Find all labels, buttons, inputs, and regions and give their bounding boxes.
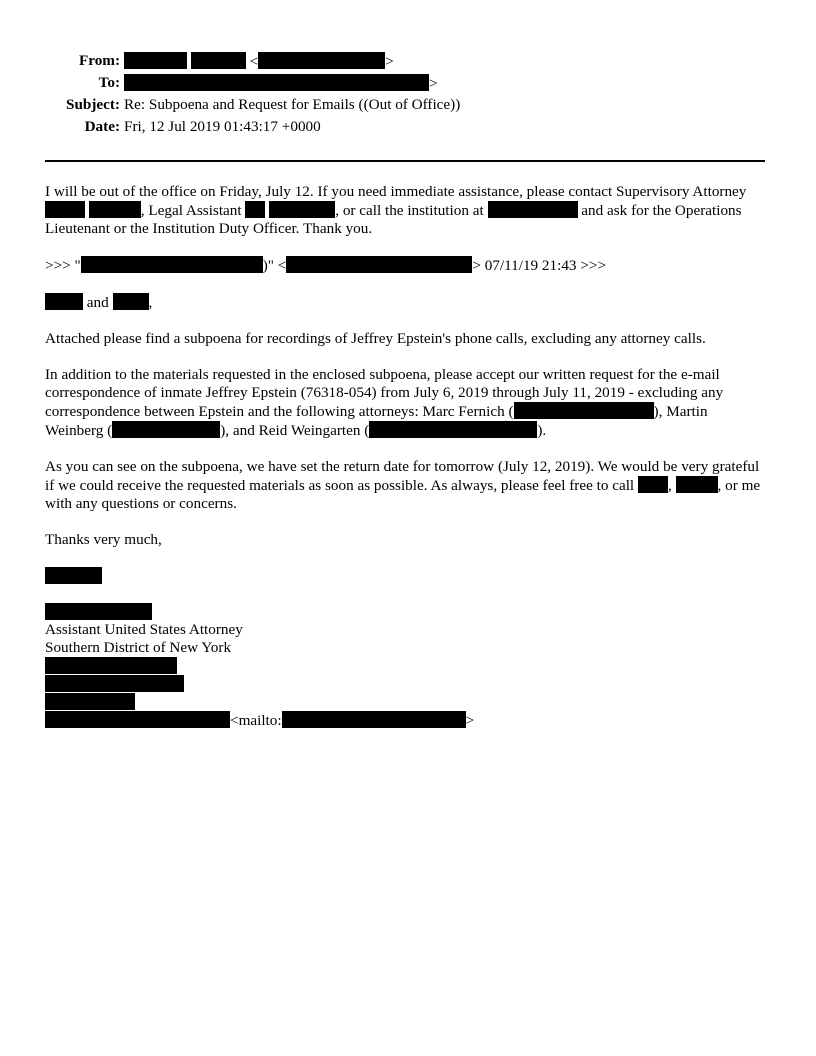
redaction <box>89 201 141 218</box>
redaction <box>124 52 187 69</box>
redaction <box>676 476 718 493</box>
text: , or call the institution at <box>335 202 484 219</box>
text: ). <box>537 422 547 439</box>
from-row <box>0 52 816 74</box>
text: > 07/11/19 21:43 >>> <box>472 257 607 274</box>
text: <mailto: <box>230 712 282 729</box>
greeting <box>45 293 763 312</box>
out-of-office-paragraph <box>45 183 763 238</box>
to-value <box>124 74 438 93</box>
text: and <box>86 294 109 311</box>
sig-email <box>45 711 763 729</box>
redaction <box>488 201 578 218</box>
subpoena-paragraph: Attached please find a subpoena for recordings of Jeffrey Epstein's phone calls, excluding any attorney calls. <box>45 330 706 347</box>
sig-office: Southern District of New York <box>45 639 232 656</box>
text: and ask for the Operations Lieutenant or the Institution Duty Officer. Thank you. <box>45 202 742 237</box>
redaction <box>245 201 265 218</box>
sig-phone <box>45 693 763 711</box>
redaction <box>45 201 85 218</box>
date-value: Fri, 12 Jul 2019 01:43:17 +0000 <box>124 118 321 135</box>
redaction <box>45 675 184 692</box>
redaction <box>191 52 246 69</box>
sig-address-1 <box>45 657 763 675</box>
redaction <box>45 693 135 710</box>
closing: Thanks very much, <box>45 531 162 548</box>
text: >>> " <box>45 257 81 274</box>
request-paragraph <box>45 366 763 440</box>
sig-address-2 <box>45 675 763 693</box>
redaction <box>286 256 472 273</box>
return-date-paragraph <box>45 458 763 513</box>
email-body <box>45 183 763 729</box>
redaction <box>514 402 654 419</box>
redaction <box>112 421 220 438</box>
text: In addition to the materials requested in the enclosed subpoena, please accept our written request for the e-mail correspondence of inmate Jeffrey Epstein (76318-054) from July 6, 2019 through July 11, 2019 - excluding any correspondence between Epstein and the following attorneys: Marc Fernich ( <box>45 366 724 420</box>
text: As you can see on the subpoena, we have set the return date for tomorrow (July 12, 2019). We would be very grateful if we could receive the requested materials as soon as possible. As always, please feel free to call <box>45 458 760 494</box>
quoted-header <box>45 256 763 275</box>
text: , Legal Assistant <box>140 202 242 219</box>
email-header <box>0 52 816 140</box>
text: ), and Reid Weingarten ( <box>220 422 370 439</box>
text: , <box>667 477 672 494</box>
sig-title: Assistant United States Attorney <box>45 621 243 638</box>
redaction <box>258 52 385 69</box>
subject-label: Subject: <box>66 96 120 113</box>
subject-row <box>0 96 816 118</box>
to-label: To: <box>98 74 120 91</box>
spacer <box>45 585 763 603</box>
text: I will be out of the office on Friday, July 12. If you need immediate assistance, please contact Supervisory Attorney <box>45 183 747 200</box>
angle-open: < <box>249 53 259 70</box>
from-value <box>124 52 394 71</box>
text: ), Martin Weinberg ( <box>45 403 708 439</box>
to-row <box>0 74 816 96</box>
subject-value: Re: Subpoena and Request for Emails ((Out of Office)) <box>124 96 461 113</box>
redaction <box>369 421 537 438</box>
angle-close: > <box>385 53 394 70</box>
redaction <box>45 711 230 728</box>
text: , <box>148 294 153 311</box>
signature-block <box>45 603 763 729</box>
redaction <box>45 657 177 674</box>
text: , or me with any questions or concerns. <box>45 477 761 512</box>
redaction <box>45 567 102 584</box>
signer-name <box>45 567 763 585</box>
redaction <box>45 293 83 310</box>
date-row <box>0 118 816 140</box>
redaction <box>81 256 263 273</box>
from-label: From: <box>78 52 120 69</box>
angle-close: > <box>429 75 438 92</box>
redaction <box>269 201 335 218</box>
text: )" < <box>262 257 287 274</box>
redaction <box>113 293 149 310</box>
header-divider <box>45 160 765 162</box>
redaction <box>124 74 429 91</box>
sig-name <box>45 603 763 621</box>
date-label: Date: <box>84 118 120 135</box>
redaction <box>45 603 152 620</box>
text: > <box>465 712 475 729</box>
redaction <box>638 476 668 493</box>
redaction <box>282 711 466 728</box>
